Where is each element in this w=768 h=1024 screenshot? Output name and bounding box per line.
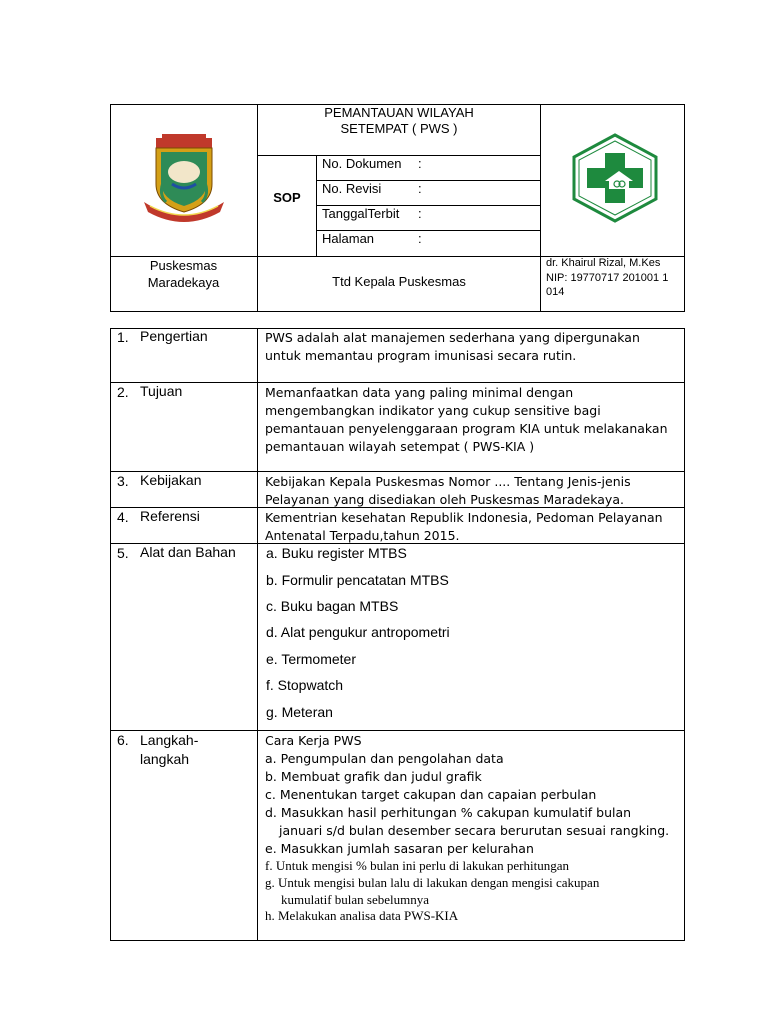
section-number: 6. xyxy=(117,732,129,748)
meta-colon: : xyxy=(418,156,422,171)
section-body-tujuan xyxy=(265,384,680,456)
official-nip: NIP: 19770717 201001 1 xyxy=(546,272,669,284)
section-title-referensi: Referensi xyxy=(140,508,200,524)
puskesmas-logo-icon xyxy=(571,133,659,223)
step-item: d. Masukkan hasil perhitungan % cakupan kumulatif bulan xyxy=(265,805,632,820)
org-line-1: Puskesmas xyxy=(149,258,218,273)
alat-item: g. Meteran xyxy=(266,704,333,720)
body-line: pemantauan penyelenggaraan program KIA untuk melakanakan xyxy=(265,421,668,436)
regional-emblem-icon xyxy=(136,132,232,226)
section-number: 1. xyxy=(117,329,129,345)
steps-intro: Cara Kerja PWS xyxy=(265,733,362,748)
title-line: langkah xyxy=(140,751,190,767)
body-line: pemantauan wilayah setempat ( PWS-KIA ) xyxy=(265,439,535,454)
section-title-pengertian: Pengertian xyxy=(140,328,208,344)
org-line-2: Maradekaya xyxy=(147,275,220,290)
body-line: mengembangkan indikator yang cukup sensitive bagi xyxy=(265,403,601,418)
body-line: Memanfaatkan data yang paling minimal dengan xyxy=(265,385,574,400)
step-item-continued: kumulatif bulan sebelumnya xyxy=(281,892,430,907)
organization-name xyxy=(110,257,257,291)
section-title-kebijakan: Kebijakan xyxy=(140,472,202,488)
step-item: h. Melakukan analisa data PWS-KIA xyxy=(265,908,459,923)
body-line: Kementrian kesehatan Republik Indonesia, Pedoman Pelayanan xyxy=(265,510,663,525)
title-line-1: PEMANTAUAN WILAYAH xyxy=(324,105,474,120)
body-line: untuk memantau program imunisasi secara rutin. xyxy=(265,348,577,363)
body-line: Kebijakan Kepala Puskesmas Nomor .... Tentang Jenis-jenis xyxy=(265,474,631,489)
document-title xyxy=(258,105,540,137)
alat-item: a. Buku register MTBS xyxy=(266,545,407,561)
official-name: dr. Khairul Rizal, M.Kes xyxy=(546,257,661,269)
section-body-kebijakan xyxy=(265,473,680,509)
body-line: PWS adalah alat manajemen sederhana yang dipergunakan xyxy=(265,330,640,345)
body-line: Antenatal Terpadu,tahun 2015. xyxy=(265,528,460,543)
section-title-alat-dan-bahan: Alat dan Bahan xyxy=(140,544,236,560)
alat-item: c. Buku bagan MTBS xyxy=(266,598,399,614)
section-number: 2. xyxy=(117,384,129,400)
section-title-tujuan: Tujuan xyxy=(140,383,183,399)
section-body-pengertian xyxy=(265,329,680,365)
alat-item: d. Alat pengukur antropometri xyxy=(266,624,450,640)
body-line: Pelayanan yang disediakan oleh Puskesmas Maradekaya. xyxy=(265,492,624,507)
step-item: e. Masukkan jumlah sasaran per kelurahan xyxy=(265,841,534,856)
alat-item: e. Termometer xyxy=(266,651,356,667)
step-item: g. Untuk mengisi bulan lalu di lakukan dengan mengisi cakupan xyxy=(265,875,600,890)
meta-label-no-revisi: No. Revisi xyxy=(322,181,382,196)
meta-colon: : xyxy=(418,231,422,246)
step-item: c. Menentukan target cakupan dan capaian perbulan xyxy=(265,787,597,802)
sop-label: SOP xyxy=(273,190,301,205)
official-nip-cont: 014 xyxy=(546,286,565,298)
official-info xyxy=(546,256,668,299)
step-item: b. Membuat grafik dan judul grafik xyxy=(265,769,482,784)
signature-label: Ttd Kepala Puskesmas xyxy=(332,274,466,289)
step-item: f. Untuk mengisi % bulan ini perlu di lakukan perhitungan xyxy=(265,858,569,873)
section-title-langkah xyxy=(140,731,255,769)
meta-label-halaman: Halaman xyxy=(322,231,375,246)
alat-item: b. Formulir pencatatan MTBS xyxy=(266,572,449,588)
section-number: 5. xyxy=(117,545,129,561)
title-line-2: SETEMPAT ( PWS ) xyxy=(340,121,458,136)
alat-item: f. Stopwatch xyxy=(266,677,344,693)
step-item: a. Pengumpulan dan pengolahan data xyxy=(265,751,504,766)
meta-label-no-dokumen: No. Dokumen xyxy=(322,156,402,171)
title-line: Langkah- xyxy=(140,732,199,748)
section-number: 4. xyxy=(117,509,129,525)
meta-colon: : xyxy=(418,206,422,221)
section-body-referensi xyxy=(265,509,680,545)
meta-colon: : xyxy=(418,181,422,196)
section-number: 3. xyxy=(117,473,129,489)
step-item-continued: januari s/d bulan desember secara berurutan sesuai rangking. xyxy=(279,823,670,838)
meta-label-tanggal-terbit: TanggalTerbit xyxy=(322,206,400,221)
